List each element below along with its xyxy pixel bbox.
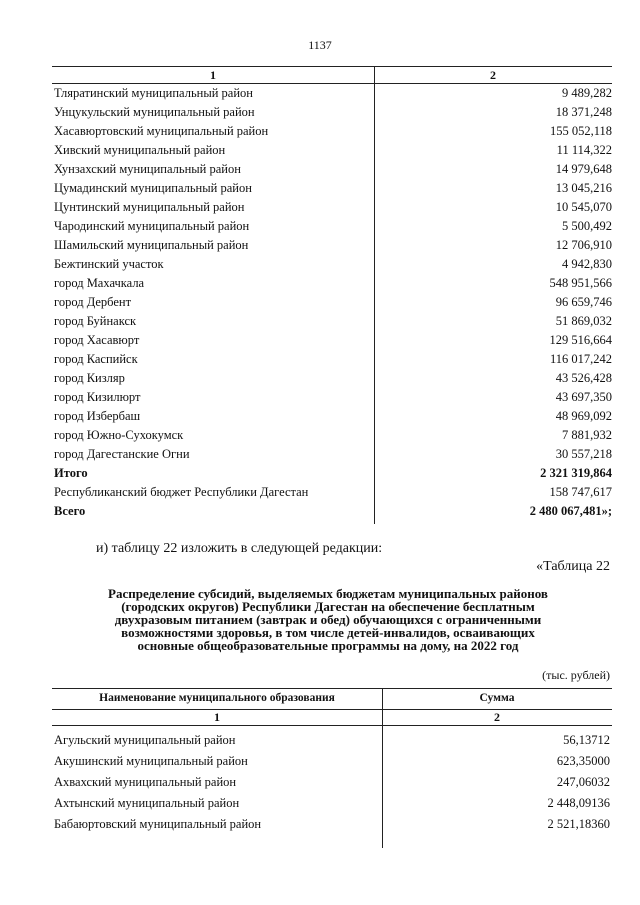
table-row: [52, 236, 612, 255]
row-value: 51 869,032: [555, 314, 612, 328]
row-name: город Каспийск: [54, 352, 138, 366]
row-value: 116 017,242: [549, 352, 612, 366]
row-value: 12 706,910: [555, 238, 612, 252]
row-value: 155 052,118: [549, 124, 612, 138]
row-name: Республиканский бюджет Республики Дагестан: [54, 485, 309, 499]
row-value: 14 979,648: [555, 162, 612, 176]
table-row: [52, 198, 612, 217]
table-row: [52, 483, 612, 502]
table-2-subheader: [52, 710, 612, 726]
row-name: Ахтынский муниципальный район: [54, 796, 240, 810]
table-row: [52, 84, 612, 103]
row-value: 7 881,932: [562, 428, 612, 442]
table-1: [52, 66, 612, 521]
row-value: 48 969,092: [555, 409, 612, 423]
row-name: город Южно-Сухокумск: [54, 428, 184, 442]
units-label: (тыс. рублей): [542, 668, 610, 682]
table-row: [52, 793, 612, 814]
row-name: Итого: [54, 466, 88, 480]
row-name: Бабаюртовский муниципальный район: [54, 817, 262, 831]
table-2-header-sum: Сумма: [479, 692, 515, 704]
table-row: [52, 426, 612, 445]
table-title-line: возможностями здоровья, в том числе детей-инвалидов, осваивающих: [121, 625, 535, 640]
row-value: 9 489,282: [562, 86, 612, 100]
table-row: [52, 312, 612, 331]
row-name: Ахвахский муниципальный район: [54, 775, 237, 789]
row-value: 247,06032: [556, 775, 610, 789]
table-row: [52, 772, 612, 793]
row-name: город Дагестанские Огни: [54, 447, 190, 461]
table-row: [52, 141, 612, 160]
table-1-body: [52, 84, 612, 521]
table-1-header-col1: 1: [210, 68, 216, 82]
table-row: [52, 445, 612, 464]
table-row: [52, 293, 612, 312]
row-value: 11 114,322: [556, 143, 612, 157]
table-row: [52, 369, 612, 388]
row-value: 43 526,428: [555, 371, 612, 385]
row-name: Унцукульский муниципальный район: [54, 105, 255, 119]
table-row: [52, 103, 612, 122]
instruction-text: и) таблицу 22 изложить в следующей редакции:: [96, 541, 383, 556]
table-title: [60, 587, 596, 652]
row-name: город Хасавюрт: [54, 333, 140, 347]
table-label: «Таблица 22: [536, 559, 610, 574]
table-1-header: [52, 66, 612, 84]
row-name: город Избербаш: [54, 409, 141, 423]
table-title-line: Распределение субсидий, выделяемых бюджетам муниципальных районов: [108, 586, 548, 601]
row-name: Хунзахский муниципальный район: [54, 162, 241, 176]
row-name: город Махачкала: [54, 276, 145, 290]
table-2: [52, 688, 612, 835]
row-value: 96 659,746: [555, 295, 612, 309]
row-name: Цунтинский муниципальный район: [54, 200, 245, 214]
row-value: 13 045,216: [555, 181, 612, 195]
table-row: [52, 331, 612, 350]
row-value: 623,35000: [556, 754, 610, 768]
table-row: [52, 255, 612, 274]
row-value: 158 747,617: [549, 485, 612, 499]
table-row: [52, 350, 612, 369]
table-row: [52, 814, 612, 835]
table-2-subheader-col2: 2: [494, 710, 500, 724]
table-row: [52, 179, 612, 198]
row-name: Хивский муниципальный район: [54, 143, 226, 157]
row-name: город Кизляр: [54, 371, 125, 385]
table-row: [52, 160, 612, 179]
table-title-line: двухразовым питанием (завтрак и обед) обучающихся с ограниченными: [114, 612, 542, 627]
row-value: 18 371,248: [555, 105, 612, 119]
table-row: [52, 502, 612, 521]
table-row: [52, 464, 612, 483]
row-name: город Дербент: [54, 295, 132, 309]
row-value: 30 557,218: [555, 447, 612, 461]
table-title-line: основные общеобразовательные программы на дому, на 2022 год: [137, 638, 519, 653]
row-value: 5 500,492: [562, 219, 612, 233]
row-value: 129 516,664: [549, 333, 612, 347]
table-2-header-name: Наименование муниципального образования: [99, 692, 335, 704]
row-value: 43 697,350: [555, 390, 612, 404]
row-name: Агульский муниципальный район: [54, 733, 236, 747]
table-row: [52, 274, 612, 293]
row-name: Акушинский муниципальный район: [54, 754, 248, 768]
row-value: 2 321 319,864: [540, 466, 612, 480]
row-name: город Буйнакск: [54, 314, 137, 328]
table-row: [52, 730, 612, 751]
table-1-header-col2: 2: [490, 68, 496, 82]
table-title-line: (городских округов) Республики Дагестан на обеспечение бесплатным: [121, 599, 535, 614]
table-2-header: [52, 688, 612, 710]
table-2-subheader-col1: 1: [214, 710, 220, 724]
row-name: город Кизилюрт: [54, 390, 141, 404]
row-value: 10 545,070: [555, 200, 612, 214]
table-row: [52, 217, 612, 236]
row-name: Бежтинский участок: [54, 257, 164, 271]
table-2-body: [52, 730, 612, 835]
row-name: Хасавюртовский муниципальный район: [54, 124, 269, 138]
row-value: 2 521,18360: [547, 817, 610, 831]
row-name: Шамильский муниципальный район: [54, 238, 249, 252]
table-row: [52, 388, 612, 407]
row-value: 2 480 067,481»;: [529, 504, 612, 518]
row-name: Чародинский муниципальный район: [54, 219, 250, 233]
row-name: Тляратинский муниципальный район: [54, 86, 253, 100]
table-row: [52, 751, 612, 772]
row-name: Всего: [54, 504, 86, 518]
row-value: 2 448,09136: [547, 796, 610, 810]
row-value: 548 951,566: [549, 276, 612, 290]
row-value: 56,13712: [563, 733, 610, 747]
row-value: 4 942,830: [562, 257, 612, 271]
table-row: [52, 407, 612, 426]
table-row: [52, 122, 612, 141]
page-number: 1137: [308, 38, 332, 52]
row-name: Цумадинский муниципальный район: [54, 181, 252, 195]
